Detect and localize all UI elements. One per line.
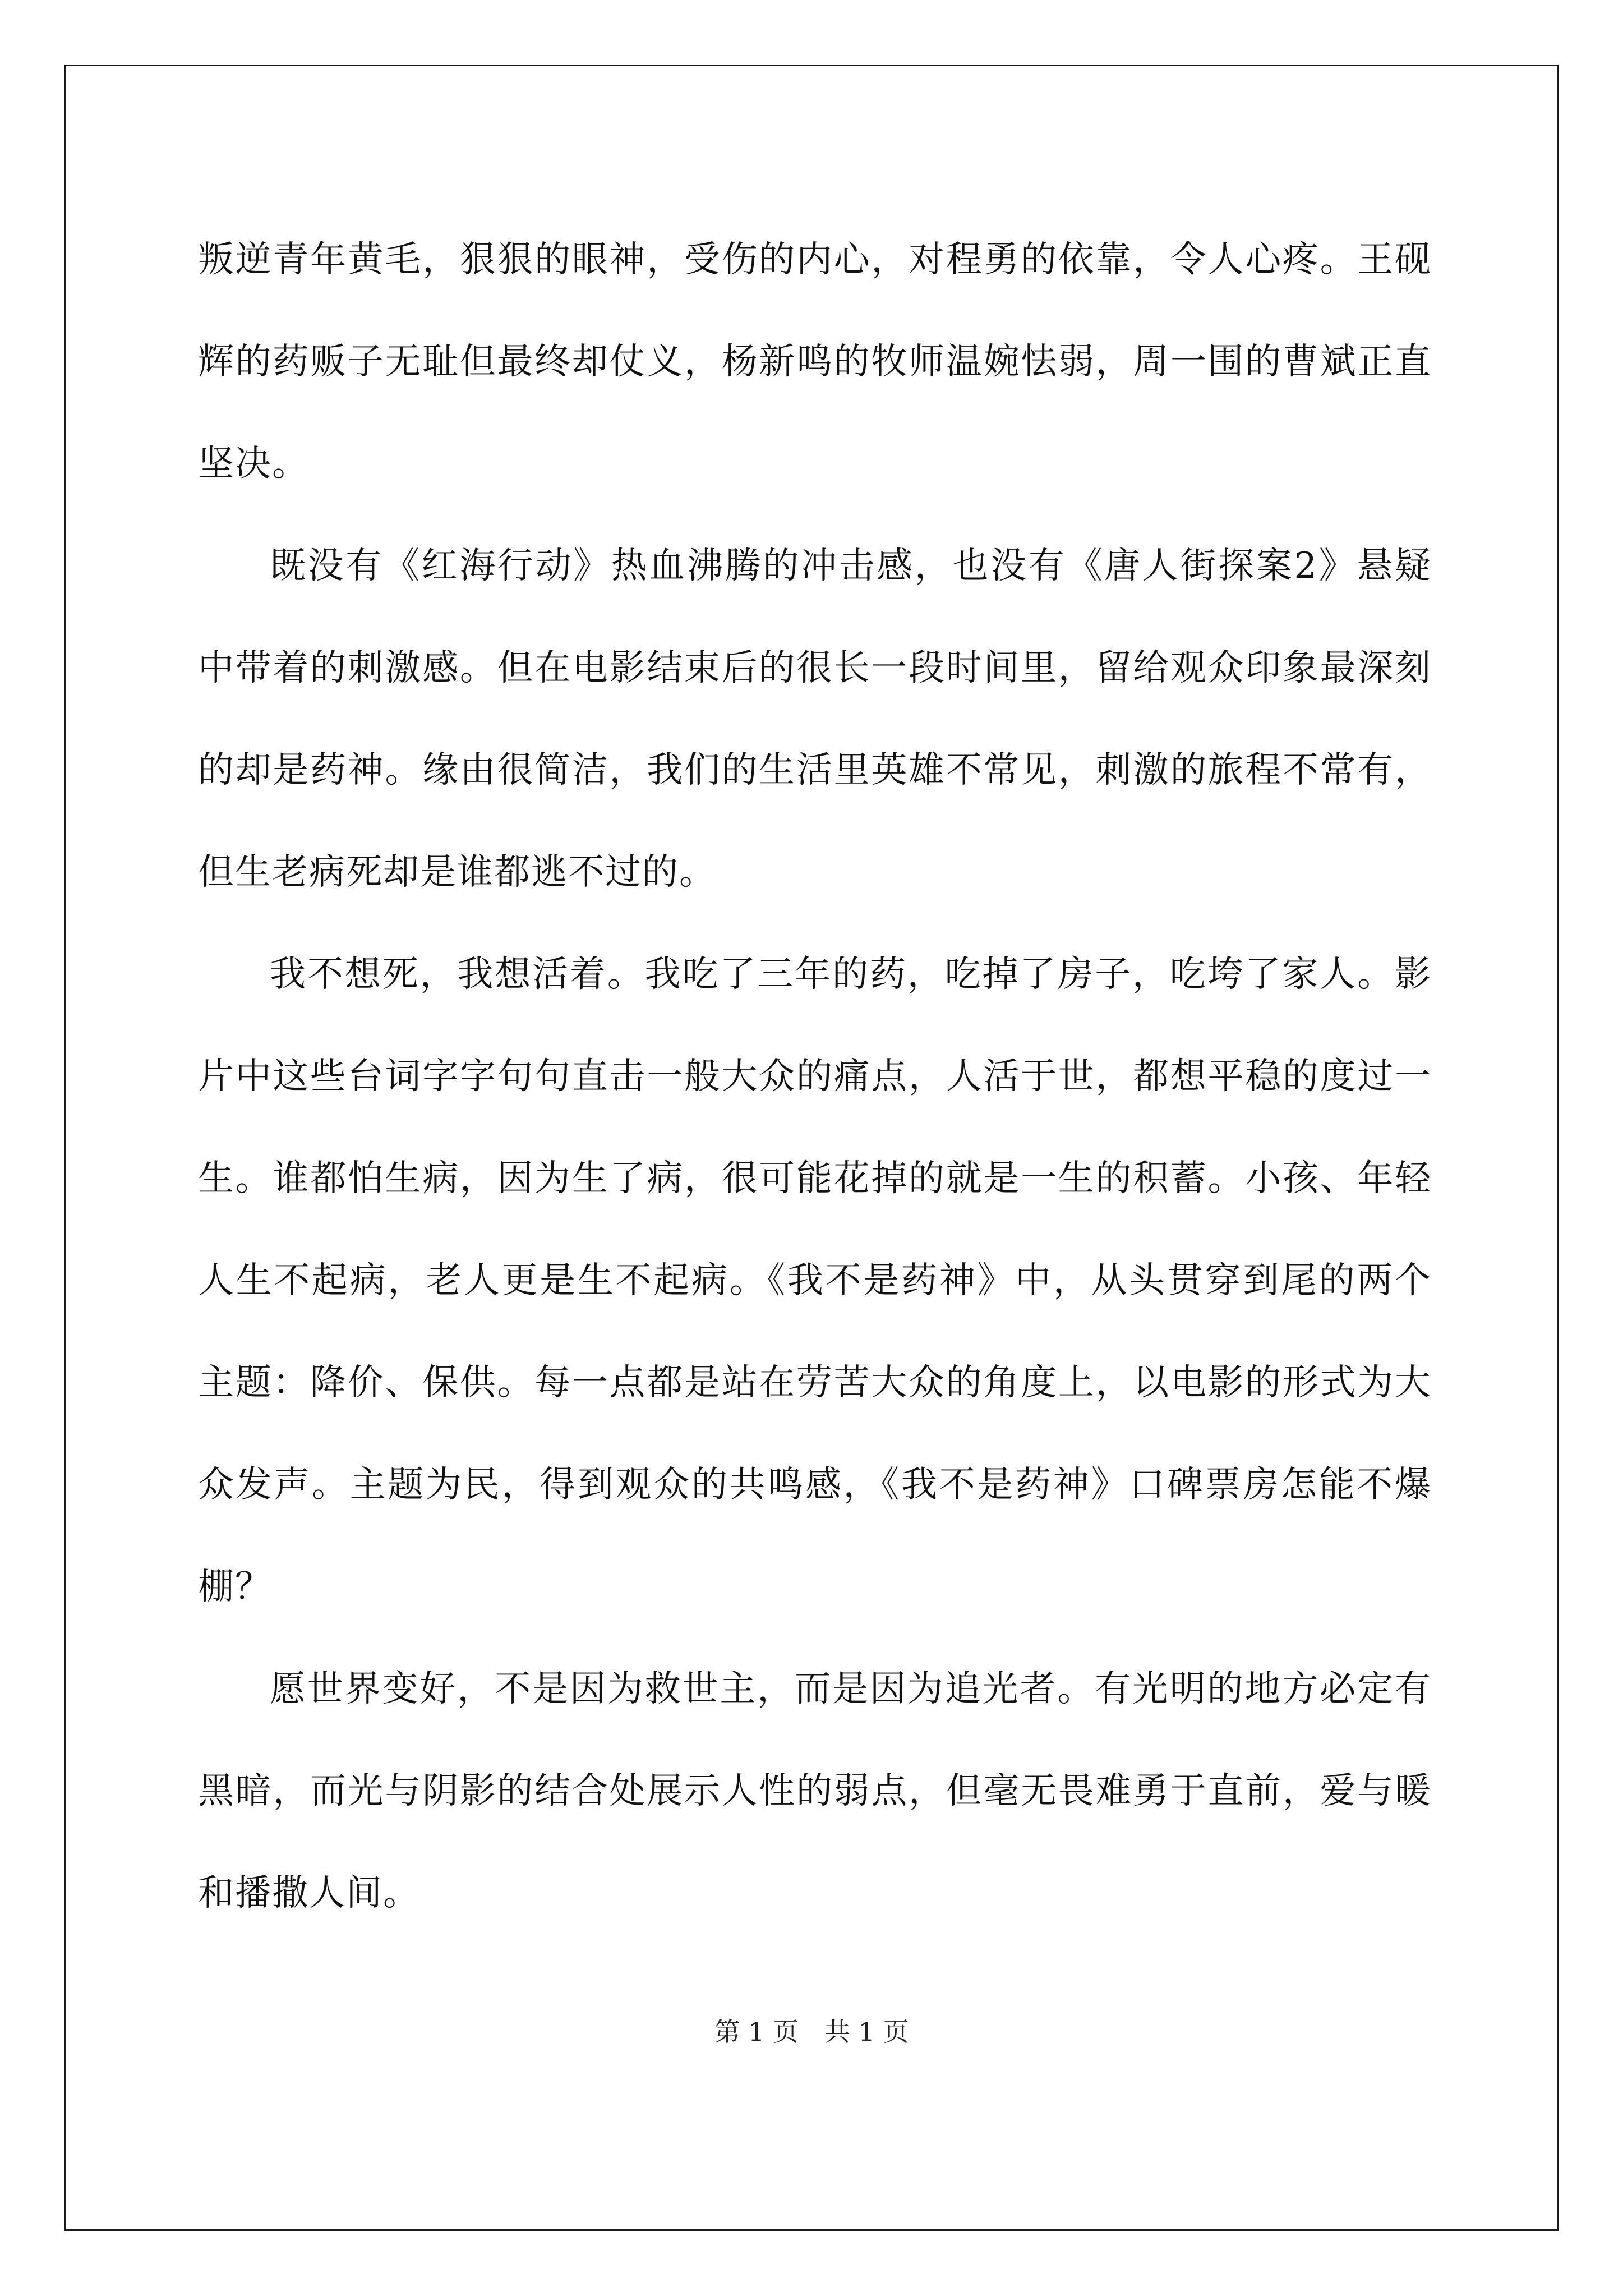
paragraph: 我不想死，我想活着。我吃了三年的药，吃掉了房子，吃垮了家人。影片中这些台词字字句句直击一般大众的痛点，人活于世，都想平稳的度过一生。谁都怕生病，因为生了病，很可能花掉的就是一生的积蓄。小孩、年轻人生不起病，老人更是生不起病。《我不是药神》中，从头贯穿到尾的两个主题：降价、保供。每一点都是站在劳苦大众的角度上，以电影的形式为大众发声。主题为民，得到观众的共鸣感，《我不是药神》口碑票房怎能不爆棚？ [198,954,1432,1608]
paragraph: 愿世界变好，不是因为救世主，而是因为追光者。有光明的地方必定有黑暗，而光与阴影的结合处展示人性的弱点，但毫无畏难勇于直前，爱与暖和播撒人间。 [198,1668,1432,1914]
document-body [198,209,1432,1944]
paragraph-continuation: 叛逆青年黄毛，狠狠的眼神，受伤的内心，对程勇的依靠，令人心疼。王砚辉的药贩子无耻但最终却仗义，杨新鸣的牧师温婉怯弱，周一围的曹斌正直坚决。 [198,239,1432,485]
paragraph: 既没有《红海行动》热血沸腾的冲击感，也没有《唐人街探案2》悬疑中带着的刺激感。但在电影结束后的很长一段时间里，留给观众印象最深刻的却是药神。缘由很简洁，我们的生活里英雄不常见，刺激的旅程不常有，但生老病死却是谁都逃不过的。 [198,545,1432,893]
page-number-footer: 第 1 页 共 1 页 [714,2017,909,2047]
